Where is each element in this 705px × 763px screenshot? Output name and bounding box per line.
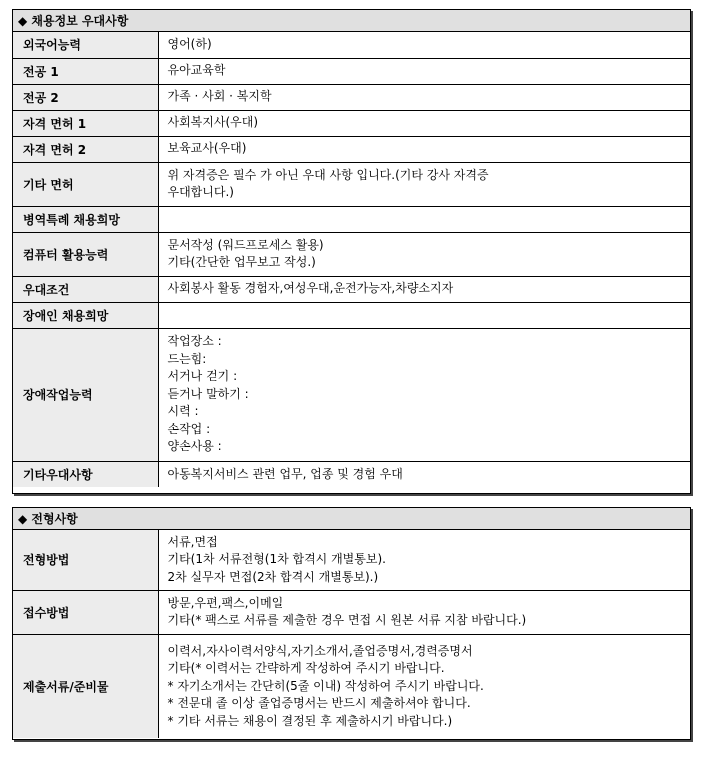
value-line: 양손사용 : [167,439,222,454]
table-row [13,530,690,590]
value-line: 사회복지사(우대) [167,115,259,130]
row-value [158,276,690,302]
row-value [158,206,690,232]
value-line: 유아교육학 [167,63,226,78]
value-line: 기타(* 팩스로 서류를 제출한 경우 면접 시 원본 서류 지참 바랍니다.) [167,613,527,627]
table-row [13,461,690,487]
row-value [158,58,690,84]
value-line: 2차 실무자 면접(2차 합격시 개별통보).) [167,569,379,584]
value-line: 손작업 : [167,421,211,436]
row-label: 전공 1 [13,58,158,84]
table-row [13,302,690,328]
table-row [13,206,690,232]
value-line: 위 자격증은 필수 가 아닌 우대 사항 입니다.(기타 강사 자격증 [167,167,489,182]
row-label: 자격 면허 1 [13,110,158,136]
row-value [158,32,690,58]
row-label: 자격 면허 2 [13,136,158,162]
value-line: 기타(* 이력서는 간략하게 작성하여 주시기 바랍니다. [167,661,445,675]
value-line: 영어(하) [167,37,212,51]
table-row [13,162,690,206]
row-value [158,530,690,590]
value-line: 기타(1차 서류전형(1차 합격시 개별통보). [167,552,386,566]
value-line: * 전문대 졸 이상 졸업증명서는 반드시 제출하셔야 합니다. [167,696,471,710]
value-line: 보육교사(우대) [167,141,247,156]
table-row [13,232,690,276]
row-label: 장애인 채용희망 [13,302,158,328]
row-label: 기타 면허 [13,162,158,206]
value-line: 사회봉사 활동 경험자,여성우대,운전가능자,차량소지자 [167,281,454,296]
value-line: * 자기소개서는 간단히(5줄 이내) 작성하여 주시기 바랍니다. [167,678,484,693]
row-label: 전형방법 [13,530,158,590]
row-value [158,302,690,328]
value-line: 우대합니다.) [167,185,234,199]
table-row [13,136,690,162]
row-value [158,162,690,206]
section-title: ◆ 전형사항 [13,508,690,530]
table-row [13,590,690,634]
row-label: 우대조건 [13,276,158,302]
value-line: 아동복지서비스 관련 업무, 업종 및 경험 우대 [167,466,403,481]
row-label: 컴퓨터 활용능력 [13,232,158,276]
value-line: 가족 · 사회 · 복지학 [167,89,272,104]
value-line: 서거나 걷기 : [167,369,238,384]
row-value [158,136,690,162]
table-row [13,110,690,136]
section-title: ◆ 채용정보 우대사항 [13,10,690,32]
preference-section [12,9,691,494]
value-line: 방문,우편,팩스,이메일 [167,595,284,610]
value-line: 시력 : [167,404,199,419]
value-line: 작업장소 : [167,334,222,349]
table-row [13,58,690,84]
row-value [158,110,690,136]
preference-table [13,32,690,487]
row-label: 병역특례 채용희망 [13,206,158,232]
row-value [158,328,690,461]
value-line: 문서작성 (워드프로세스 활용) [167,237,324,252]
table-row [13,84,690,110]
row-value [158,634,690,738]
row-label: 접수방법 [13,590,158,634]
row-label: 기타우대사항 [13,461,158,487]
value-line: 서류,면접 [167,534,218,549]
selection-table [13,530,690,738]
row-label: 제출서류/준비물 [13,634,158,738]
table-row [13,634,690,738]
table-row [13,328,690,461]
row-label: 전공 2 [13,84,158,110]
row-value [158,590,690,634]
row-label: 장애작업능력 [13,328,158,461]
value-line: * 기타 서류는 채용이 결정된 후 제출하시기 바랍니다.) [167,713,453,728]
value-line: 드는힘: [167,351,207,366]
selection-section [12,507,691,740]
row-label: 외국어능력 [13,32,158,58]
table-row [13,32,690,58]
row-value [158,84,690,110]
row-value [158,232,690,276]
row-value [158,461,690,487]
value-line: 이력서,자사이력서양식,자기소개서,졸업증명서,경력증명서 [167,643,473,658]
value-line: 듣거나 말하기 : [167,386,249,401]
table-row [13,276,690,302]
value-line: 기타(간단한 업무보고 작성.) [167,255,316,269]
